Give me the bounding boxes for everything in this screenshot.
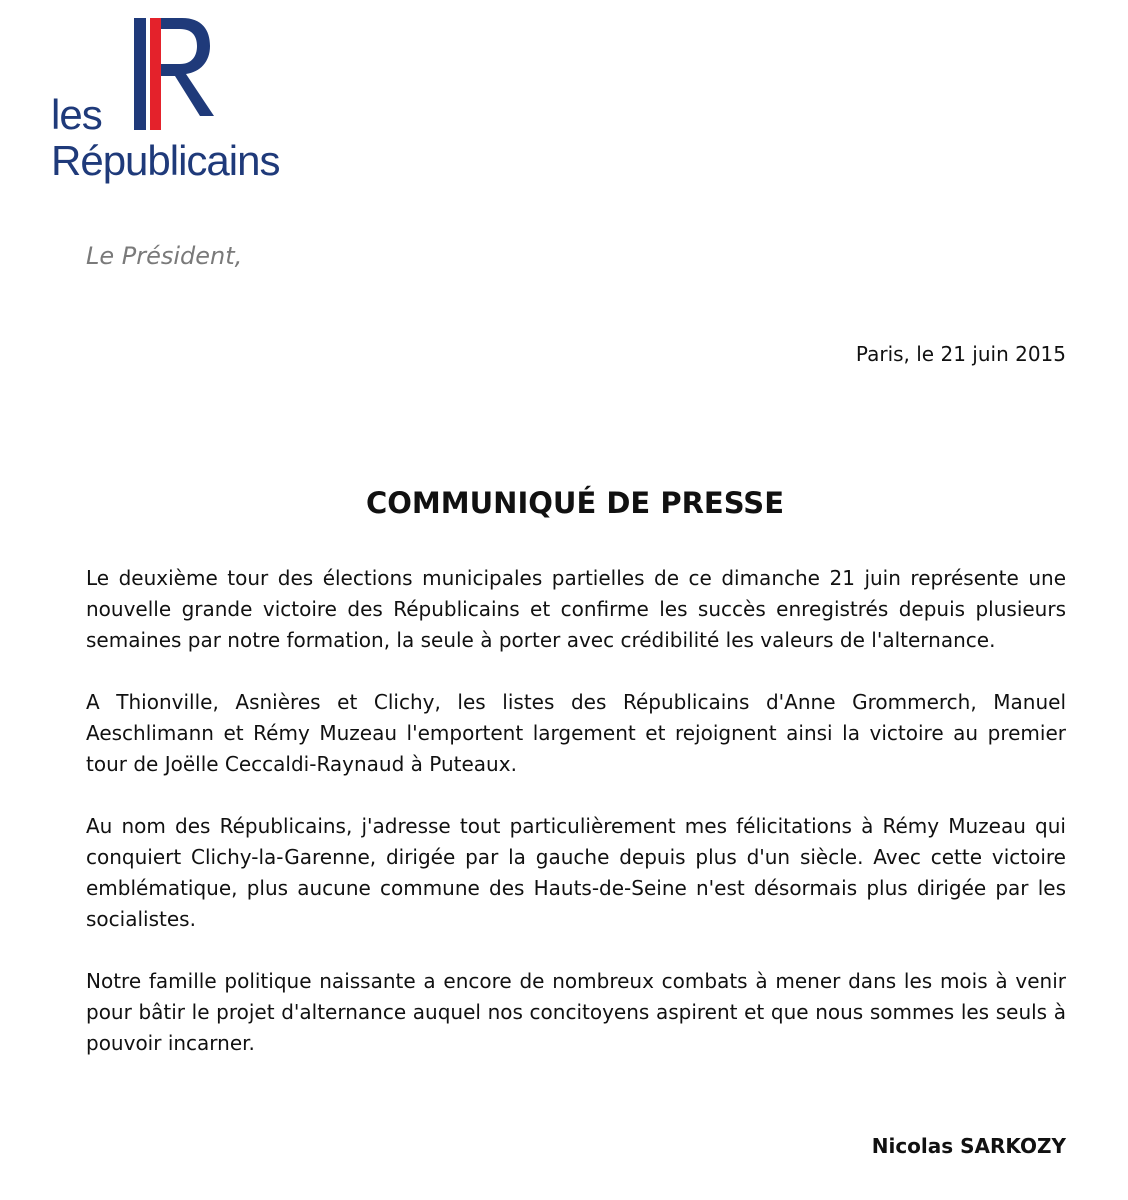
date-line: Paris, le 21 juin 2015 [855,342,1066,366]
page-title: COMMUNIQUÉ DE PRESSE [365,486,785,520]
logo-text-republicains: Républicains [51,137,280,184]
les-republicains-logo [48,14,308,194]
lr-monogram-icon [130,16,220,136]
paragraph-4: Notre famille politique naissante a encore de nombreux combats à mener dans les mois à venir pour bâtir le projet d'alternance auquel nos concitoyens aspirent et que nous sommes les seuls à pouvoir incarner. [86,969,1066,1055]
signature: Nicolas SARKOZY [871,1134,1066,1158]
paragraph-2: A Thionville, Asnières et Clichy, les listes des Républicains d'Anne Grommerch, Manuel Aeschlimann et Rémy Muzeau l'emportent largement et rejoignent ainsi la victoire au premier tour de Joëlle Ceccaldi-Raynaud à Puteaux. [86,690,1066,776]
paragraph-3: Au nom des Républicains, j'adresse tout particulièrement mes félicitations à Rémy Muzeau qui conquiert Clichy-la-Garenne, dirigée par la gauche depuis plus d'un siècle. Avec cette victoire emblématique, plus aucune commune des Hauts-de-Seine n'est désormais plus dirigée par les socialistes. [86,814,1066,931]
press-release-body [86,563,1066,1090]
president-label: Le Président, [86,242,243,270]
logo-text-les: les [51,91,102,138]
paragraph-1: Le deuxième tour des élections municipales partielles de ce dimanche 21 juin représente une nouvelle grande victoire des Républicains et confirme les succès enregistrés depuis plusieurs semaines par notre formation, la seule à porter avec crédibilité les valeurs de l'alternance. [86,566,1066,652]
